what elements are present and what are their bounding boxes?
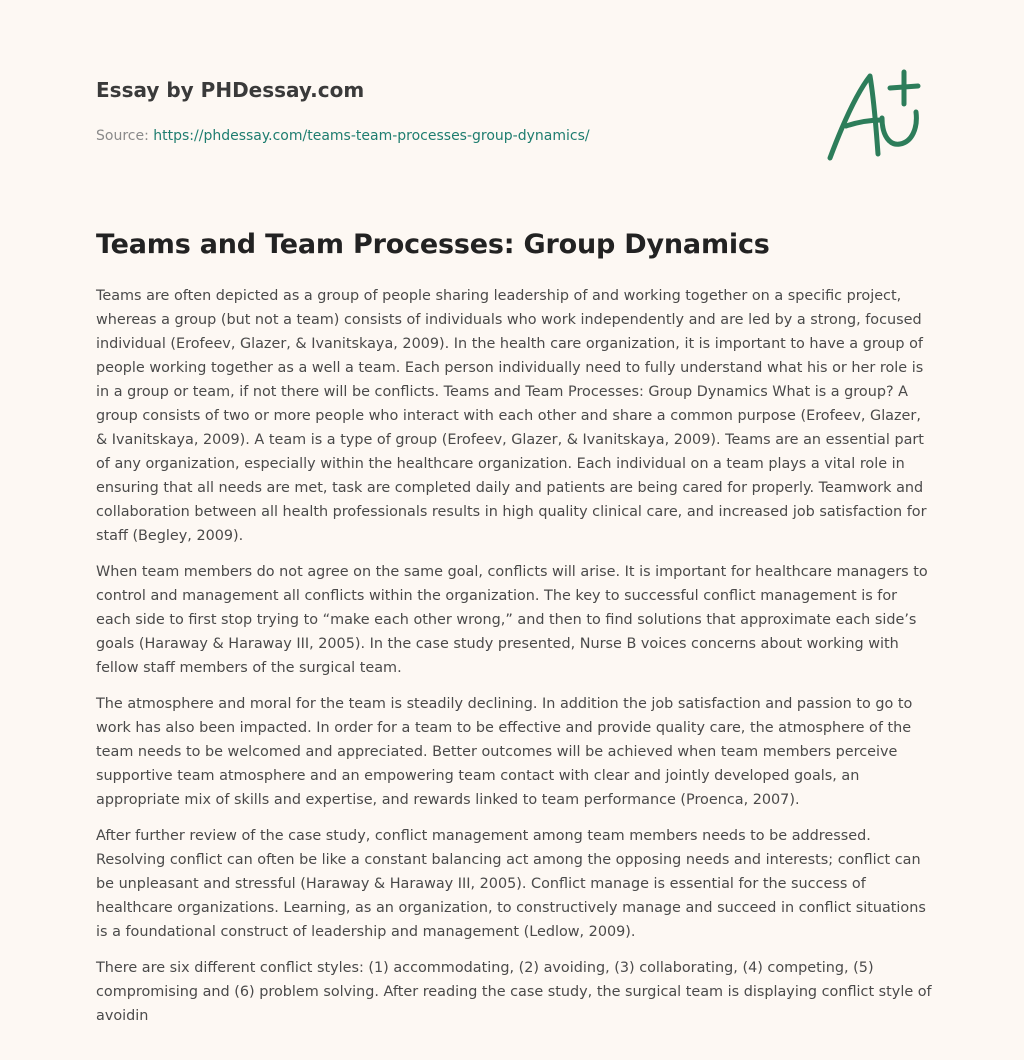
essay-body: [96, 284, 932, 1040]
source-label: Source:: [96, 128, 154, 144]
essay-paragraph: The atmosphere and moral for the team is steadily declining. In addition the job satisfaction and passion to go to work has also been impacted. In order for a team to be effective and provide quality care, the atmosphere of the team needs to be welcomed and appreciated. Better outcomes will be achieved when team members perceive supportive team atmosphere and an empowering team contact with clear and jointly developed goals, an appropriate mix of skills and expertise, and rewards linked to team performance (Proenca, 2007).: [96, 696, 913, 808]
essay-paragraph: After further review of the case study, conflict management among team members needs to be addressed. Resolving conflict can often be like a constant balancing act among the opposing needs and interests; conflict can be unpleasant and stressful (Haraway & Haraway III, 2005). Conflict manage is essential for the success of healthcare organizations. Learning, as an organization, to constructively manage and succeed in conflict situations is a foundational construct of leadership and management (Ledlow, 2009).: [96, 828, 926, 940]
essay-header: [96, 76, 816, 146]
source-link[interactable]: https://phdessay.com/teams-team-processes-group-dynamics/: [153, 128, 590, 144]
source-line: [96, 126, 816, 146]
brand-title: Essay by PHDessay.com: [96, 78, 365, 102]
essay-paragraph: There are six different conflict styles: (1) accommodating, (2) avoiding, (3) collaborating, (4) competing, (5) compromising and (6) problem solving. After reading the case study, the surgical team is displaying conflict style of avoidin: [96, 960, 932, 1024]
a-plus-logo-icon: [820, 64, 930, 168]
essay-paragraph: Teams are often depicted as a group of people sharing leadership of and working together on a specific project, whereas a group (but not a team) consists of individuals who work independently and are led by a strong, focused individual (Erofeev, Glazer, & Ivanitskaya, 2009). In the health care organization, it is important to have a group of people working together as a well a team. Each person individually need to fully understand what his or her role is in a group or team, if not there will be conflicts. Teams and Team Processes: Group Dynamics What is a group? A group consists of two or more people who interact with each other and share a common purpose (Erofeev, Glazer, & Ivanitskaya, 2009). A team is a type of group (Erofeev, Glazer, & Ivanitskaya, 2009). Teams are an essential part of any organization, especially within the healthcare organization. Each individual on a team plays a vital role in ensuring that all needs are met, task are completed daily and patients are being cared for properly. Teamwork and collaboration between all health professionals results in high quality clinical care, and increased job satisfaction for staff (Begley, 2009).: [96, 288, 927, 544]
essay-paragraph: When team members do not agree on the same goal, conflicts will arise. It is important for healthcare managers to control and management all conflicts within the organization. The key to successful conflict management is for each side to first stop trying to “make each other wrong,” and then to find solutions that approximate each side’s goals (Haraway & Haraway III, 2005). In the case study presented, Nurse B voices concerns about working with fellow staff members of the surgical team.: [96, 564, 928, 676]
essay-title: Teams and Team Processes: Group Dynamics: [96, 229, 770, 260]
